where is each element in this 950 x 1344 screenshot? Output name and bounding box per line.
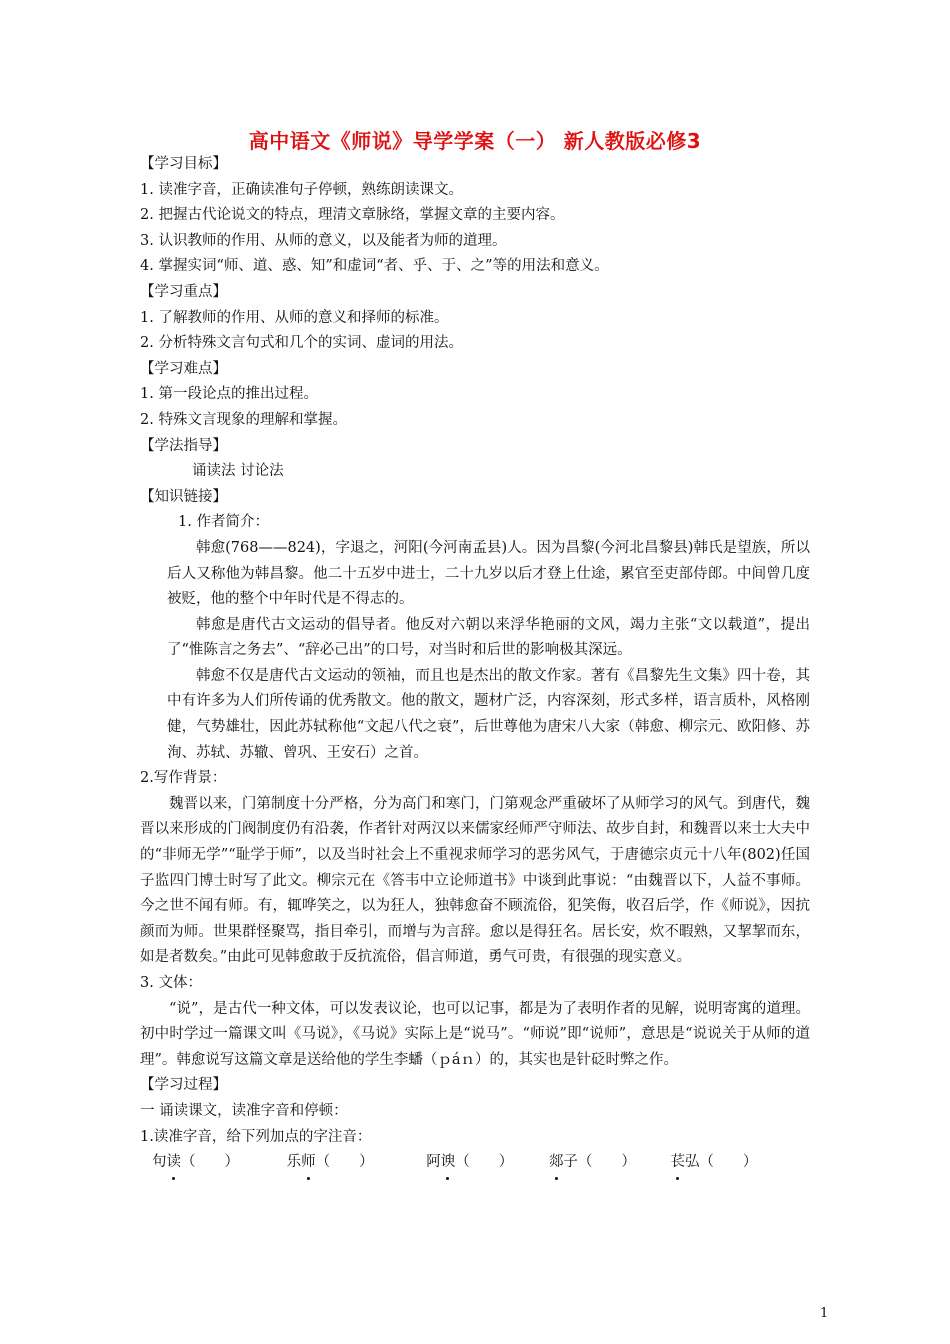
background-section — [140, 792, 810, 971]
dotted-char: 郯 — [549, 1150, 564, 1176]
pinyin-item: 郯子（ ） — [549, 1150, 666, 1176]
background-paragraph: 魏晋以来，门第制度十分严格，分为高门和寒门，门第观念严重破坏了从师学习的风气。到唐代，魏晋以来形成的门阀制度仍有沿袭，作者针对两汉以来儒家经师严守师法、故步自封，和魏晋以来士大夫中的“非师无学”“耻学于师”，以及当时社会上不重视求师学习的恶劣风气，于唐德宗贞元十八年(802)任国子监四门博士时写了此文。柳宗元在《答韦中立论师道书》中谈到此事说：“由魏晋以下，人益不事师。今之世不闻有师。有，辄哗笑之，以为狂人，独韩愈奋不顾流俗，犯笑侮，收召后学，作《师说》，因抗颜而为师。世果群怪聚骂，指目牵引，而增与为言辞。愈以是得狂名。居长安，炊不暇熟，又挈挈而东，如是者数矣。”由此可见韩愈敢于反抗流俗，倡言师道，勇气可贵，有很强的现实意义。 — [140, 795, 810, 966]
pinyin-item: 句读（ ） — [152, 1150, 282, 1176]
genre-section — [140, 997, 810, 1074]
page-number: 1 — [820, 1306, 829, 1321]
goal-item: 1. 读准字音，正确读准句子停顿，熟练朗读课文。 — [140, 181, 463, 198]
focus-item: 1. 了解教师的作用、从师的意义和择师的标准。 — [140, 309, 449, 326]
goals-header: 【学习目标】 — [140, 156, 227, 172]
dotted-char: 读 — [167, 1150, 182, 1176]
focus-header: 【学习重点】 — [140, 283, 227, 300]
author-title: 1. 作者简介： — [178, 514, 269, 531]
difficulty-item: 2. 特殊文言现象的理解和掌握。 — [140, 411, 347, 428]
method-header: 【学法指导】 — [140, 437, 227, 454]
document-body — [140, 152, 810, 1176]
dotted-char: 苌 — [670, 1150, 685, 1176]
author-section — [140, 536, 810, 766]
genre-title: 3. 文体： — [140, 975, 202, 991]
focus-item: 2. 分析特殊文言句式和几个的实词、虚词的用法。 — [140, 335, 463, 352]
page-title: 高中语文《师说》导学学案（一） 新人教版必修3 — [248, 129, 702, 153]
process-header: 【学习过程】 — [140, 1077, 227, 1094]
knowledge-header: 【知识链接】 — [140, 488, 227, 505]
goal-item: 2. 把握古代论说文的特点，理清文章脉络，掌握文章的主要内容。 — [140, 207, 565, 224]
difficulty-header: 【学习难点】 — [140, 360, 227, 377]
step-one: 一 诵读课文，读准字音和停顿： — [140, 1102, 348, 1119]
pinyin-exercise-row — [140, 1150, 810, 1176]
step-one-sub: 1.读准字音，给下列加点的字注音： — [140, 1128, 372, 1145]
pinyin-item: 阿谀（ ） — [426, 1150, 544, 1176]
dotted-char: 师 — [301, 1150, 316, 1176]
genre-paragraph: “说”，是古代一种文体，可以发表议论，也可以记事，都是为了表明作者的见解，说明寄寓的道理。初中时学过一篇课文叫《马说》，《马说》实际上是“说马”。“师说”即“说师”，意思是“说说关于从师的道理”。韩愈说写这篇文章是送给他的学生李蟠（ｐáｎ）的，其实也是针砭时弊之作。 — [140, 1000, 810, 1068]
author-paragraph: 韩愈是唐代古文运动的倡导者。他反对六朝以来浮华艳丽的文风，竭力主张“文以载道”，提出了“惟陈言之务去”、“辞必己出”的口号，对当时和后世的影响极其深远。 — [167, 616, 810, 659]
pinyin-item: 乐师（ ） — [287, 1150, 422, 1176]
difficulty-item: 1. 第一段论点的推出过程。 — [140, 386, 318, 403]
author-paragraph: 韩愈(768——824)，字退之，河阳(今河南孟县)人。因为昌黎(今河北昌黎县)韩氏是望族，所以后人又称他为韩昌黎。他二十五岁中进士，二十九岁以后才登上仕途，累官至吏部侍郎。中间曾几度被贬，他的整个中年时代是不得志的。 — [167, 539, 810, 608]
goal-item: 4. 掌握实词“师、道、惑、知”和虚词“者、乎、于、之”等的用法和意义。 — [140, 258, 609, 275]
dotted-char: 谀 — [441, 1150, 456, 1176]
background-title: 2.写作背景： — [140, 770, 227, 787]
method-text: 诵读法 讨论法 — [192, 463, 284, 480]
goal-item: 3. 认识教师的作用、从师的意义，以及能者为师的道理。 — [140, 232, 507, 249]
pinyin-item: 苌弘（ ） — [670, 1150, 780, 1176]
author-paragraph: 韩愈不仅是唐代古文运动的领袖，而且也是杰出的散文作家。著有《昌黎先生文集》四十卷，其中有许多为人们所传诵的优秀散文。他的散文，题材广泛，内容深刻，形式多样，语言质朴，风格刚健，气势雄壮，因此苏轼称他“文起八代之衰”，后世尊他为唐宋八大家（韩愈、柳宗元、欧阳修、苏洵、苏轼、苏辙、曾巩、王安石）之首。 — [167, 667, 810, 761]
